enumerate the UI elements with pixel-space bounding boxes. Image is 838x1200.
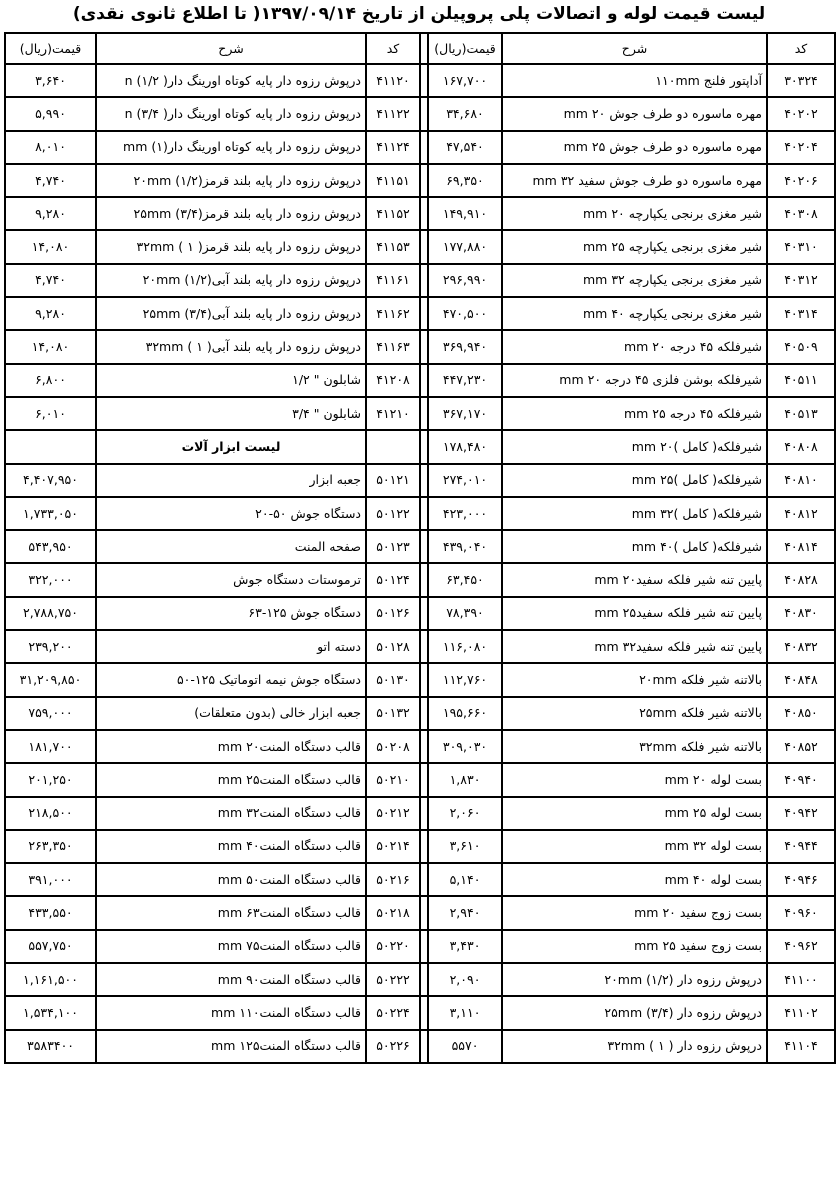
table-row: [5, 64, 835, 97]
right-desc-cell: پایین تنه شیر فلکه سفید۳۲ mm: [502, 630, 767, 663]
column-gap: [420, 164, 428, 197]
table-row: [5, 430, 835, 463]
left-code-cell: ۵۰۱۲۶: [366, 597, 420, 630]
table-row: [5, 497, 835, 530]
right-price-cell: ۱۱۲,۷۶۰: [428, 663, 502, 696]
left-price-cell: ۱۸۱,۷۰۰: [5, 730, 96, 763]
section-heading: لیست ابزار آلات: [96, 430, 366, 463]
left-price-cell: ۴,۷۴۰: [5, 264, 96, 297]
right-code-cell: ۴۰۸۳۰: [767, 597, 835, 630]
right-code-cell: ۴۰۳۰۸: [767, 197, 835, 230]
left-desc-cell: صفحه المنت: [96, 530, 366, 563]
table-row: [5, 364, 835, 397]
table-row: [5, 563, 835, 596]
left-code-cell: ۴۱۱۶۲: [366, 297, 420, 330]
right-code-cell: ۴۰۹۶۰: [767, 896, 835, 929]
right-code-cell: ۴۰۲۰۲: [767, 97, 835, 130]
right-desc-cell: بالاتنه شیر فلکه ۲۵mm: [502, 697, 767, 730]
column-gap: [420, 397, 428, 430]
column-gap: [420, 863, 428, 896]
right-desc-cell: پایین تنه شیر فلکه سفید۲۰ mm: [502, 563, 767, 596]
table-row: [5, 97, 835, 130]
column-gap: [420, 64, 428, 97]
right-desc-cell: بست لوله ۳۲ mm: [502, 830, 767, 863]
right-price-cell: ۱,۸۳۰: [428, 763, 502, 796]
left-price-cell: ۱,۵۳۴,۱۰۰: [5, 996, 96, 1029]
table-row: [5, 663, 835, 696]
right-price-cell: ۴۴۷,۲۳۰: [428, 364, 502, 397]
left-desc-cell: قالب دستگاه المنت۲۵ mm: [96, 763, 366, 796]
left-price-cell: ۳۵۸۳۴۰۰: [5, 1030, 96, 1063]
right-price-cell: ۳,۶۱۰: [428, 830, 502, 863]
column-gap: [420, 264, 428, 297]
right-code-cell: ۴۰۸۴۸: [767, 663, 835, 696]
left-code-cell: ۴۱۲۰۸: [366, 364, 420, 397]
table-row: [5, 330, 835, 363]
right-price-cell: ۲,۰۹۰: [428, 963, 502, 996]
column-gap: [420, 297, 428, 330]
left-desc-cell: درپوش رزوه دار پایه کوتاه اورینگ دار( ۱/۲) n: [96, 64, 366, 97]
right-desc-cell: بالاتنه شیر فلکه ۳۲mm: [502, 730, 767, 763]
left-desc-cell: درپوش رزوه دار پایه بلند قرمز(۳/۴) ۲۵mm: [96, 197, 366, 230]
column-gap: [420, 97, 428, 130]
left-desc-cell: جعبه ابزار: [96, 464, 366, 497]
price-table: [4, 32, 836, 1064]
left-price-cell: ۴,۷۴۰: [5, 164, 96, 197]
left-code-cell: ۵۰۲۲۶: [366, 1030, 420, 1063]
right-code-cell: ۴۰۳۱۲: [767, 264, 835, 297]
left-price-cell: ۳۱,۲۰۹,۸۵۰: [5, 663, 96, 696]
left-price-cell: ۳,۶۴۰: [5, 64, 96, 97]
right-price-cell: ۶۳,۴۵۰: [428, 563, 502, 596]
right-code-cell: ۴۰۳۱۴: [767, 297, 835, 330]
right-code-cell: ۴۱۱۰۲: [767, 996, 835, 1029]
left-price-cell: [5, 430, 96, 463]
right-desc-cell: بست لوله ۴۰ mm: [502, 863, 767, 896]
left-price-cell: ۲۳۹,۲۰۰: [5, 630, 96, 663]
right-code-cell: ۴۰۲۰۶: [767, 164, 835, 197]
left-desc-cell: قالب دستگاه المنت۲۰ mm: [96, 730, 366, 763]
left-code-cell: ۴۱۱۶۱: [366, 264, 420, 297]
left-price-cell: ۹,۲۸۰: [5, 297, 96, 330]
left-desc-cell: دستگاه جوش ۵۰-۲۰: [96, 497, 366, 530]
left-desc-cell: قالب دستگاه المنت۴۰ mm: [96, 830, 366, 863]
right-code-cell: ۴۰۸۵۲: [767, 730, 835, 763]
left-price-cell: ۹,۲۸۰: [5, 197, 96, 230]
left-code-cell: ۴۱۱۲۲: [366, 97, 420, 130]
column-gap: [420, 464, 428, 497]
right-desc-cell: شیرفلکه( کامل )۲۵ mm: [502, 464, 767, 497]
right-code-cell: ۴۰۹۴۴: [767, 830, 835, 863]
left-price-cell: ۳۹۱,۰۰۰: [5, 863, 96, 896]
left-price-cell: ۸,۰۱۰: [5, 131, 96, 164]
right-code-cell: ۴۰۵۱۳: [767, 397, 835, 430]
table-row: [5, 297, 835, 330]
left-code-cell: ۵۰۱۲۳: [366, 530, 420, 563]
left-desc-cell: درپوش رزوه دار پایه کوتاه اورینگ دار( ۳/۴) n: [96, 97, 366, 130]
column-gap: [420, 930, 428, 963]
table-row: [5, 597, 835, 630]
left-price-cell: ۵۴۳,۹۵۰: [5, 530, 96, 563]
left-code-cell: ۵۰۲۱۶: [366, 863, 420, 896]
right-price-cell: ۳,۱۱۰: [428, 996, 502, 1029]
table-row: [5, 264, 835, 297]
right-code-cell: ۴۰۵۰۹: [767, 330, 835, 363]
table-row: [5, 797, 835, 830]
left-desc-cell: شابلون " ۱/۲: [96, 364, 366, 397]
right-desc-cell: شیر مغزی برنجی یکپارچه ۴۰ mm: [502, 297, 767, 330]
column-gap: [420, 530, 428, 563]
column-gap: [420, 896, 428, 929]
left-price-cell: ۱۴,۰۸۰: [5, 230, 96, 263]
table-row: [5, 197, 835, 230]
left-code-cell: ۵۰۱۲۲: [366, 497, 420, 530]
left-code-cell: ۵۰۱۳۰: [366, 663, 420, 696]
left-code-cell: ۵۰۲۱۰: [366, 763, 420, 796]
right-price-cell: ۴۲۳,۰۰۰: [428, 497, 502, 530]
page-title: لیست قیمت لوله و اتصالات پلی پروپیلن از تاریخ ۱۳۹۷/۰۹/۱۴( تا اطلاع ثانوی نقدی): [72, 4, 766, 24]
right-desc-cell: آداپتور فلنج ۱۱۰mm: [502, 64, 767, 97]
table-row: [5, 164, 835, 197]
right-price-cell: ۱۷۷,۸۸۰: [428, 230, 502, 263]
right-price-cell: ۲,۹۴۰: [428, 896, 502, 929]
right-desc-cell: شیر مغزی برنجی یکپارچه ۲۵ mm: [502, 230, 767, 263]
right-code-cell: ۴۰۸۳۲: [767, 630, 835, 663]
table-row: [5, 863, 835, 896]
left-price-cell: ۱,۷۳۳,۰۵۰: [5, 497, 96, 530]
left-code-cell: ۵۰۲۲۴: [366, 996, 420, 1029]
left-code-cell: ۵۰۲۱۴: [366, 830, 420, 863]
right-code-cell: ۴۰۹۴۲: [767, 797, 835, 830]
right-desc-cell: شیرفلکه( کامل )۲۰ mm: [502, 430, 767, 463]
right-desc-cell: بست لوله ۲۰ mm: [502, 763, 767, 796]
right-price-cell: ۴۷۰,۵۰۰: [428, 297, 502, 330]
right-price-cell: ۱۶۷,۷۰۰: [428, 64, 502, 97]
right-desc-cell: مهره ماسوره دو طرف جوش ۲۰ mm: [502, 97, 767, 130]
left-price-cell: ۲,۷۸۸,۷۵۰: [5, 597, 96, 630]
table-row: [5, 630, 835, 663]
left-desc-cell: درپوش رزوه دار پایه بلند آبی( ۱ ) ۳۲mm: [96, 330, 366, 363]
column-gap: [420, 33, 428, 64]
left-price-cell: ۶,۰۱۰: [5, 397, 96, 430]
right-code-cell: ۴۰۲۰۴: [767, 131, 835, 164]
right-price-cell: ۴۳۹,۰۴۰: [428, 530, 502, 563]
right-desc-cell: درپوش رزوه دار (۱/۲) ۲۰mm: [502, 963, 767, 996]
left-price-cell: ۲۱۸,۵۰۰: [5, 797, 96, 830]
table-row: [5, 730, 835, 763]
left-code-header: کد: [366, 33, 420, 64]
right-desc-cell: شیرفلکه( کامل )۳۲ mm: [502, 497, 767, 530]
right-desc-cell: شیر مغزی برنجی یکپارچه ۲۰ mm: [502, 197, 767, 230]
right-price-cell: ۳۶۷,۱۷۰: [428, 397, 502, 430]
column-gap: [420, 663, 428, 696]
right-price-cell: ۳۰۹,۰۳۰: [428, 730, 502, 763]
right-price-cell: ۱۹۵,۶۶۰: [428, 697, 502, 730]
table-row: [5, 996, 835, 1029]
left-price-header: قیمت(ریال): [5, 33, 96, 64]
left-code-cell: ۴۱۱۵۲: [366, 197, 420, 230]
left-desc-cell: دستگاه جوش ۱۲۵-۶۳: [96, 597, 366, 630]
left-code-cell: ۴۱۱۵۳: [366, 230, 420, 263]
left-code-cell: ۵۰۲۲۲: [366, 963, 420, 996]
right-price-cell: ۳۶۹,۹۴۰: [428, 330, 502, 363]
column-gap: [420, 830, 428, 863]
left-price-cell: ۲۰۱,۲۵۰: [5, 763, 96, 796]
table-row: [5, 697, 835, 730]
column-gap: [420, 963, 428, 996]
column-gap: [420, 630, 428, 663]
right-price-cell: ۵۵۷۰: [428, 1030, 502, 1063]
left-desc-cell: قالب دستگاه المنت۷۵ mm: [96, 930, 366, 963]
right-price-cell: ۷۸,۳۹۰: [428, 597, 502, 630]
right-code-cell: ۳۰۳۲۴: [767, 64, 835, 97]
table-row: [5, 230, 835, 263]
table-row: [5, 397, 835, 430]
column-gap: [420, 563, 428, 596]
right-code-cell: ۴۱۱۰۴: [767, 1030, 835, 1063]
column-gap: [420, 697, 428, 730]
table-row: [5, 464, 835, 497]
left-desc-cell: درپوش رزوه دار پایه بلند قرمز(۱/۲) ۲۰mm: [96, 164, 366, 197]
right-price-cell: ۴۷,۵۴۰: [428, 131, 502, 164]
right-code-cell: ۴۰۳۱۰: [767, 230, 835, 263]
left-code-cell: ۴۱۲۱۰: [366, 397, 420, 430]
right-desc-cell: بالاتنه شیر فلکه ۲۰mm: [502, 663, 767, 696]
left-desc-cell: قالب دستگاه المنت۵۰ mm: [96, 863, 366, 896]
right-code-cell: ۴۰۸۱۴: [767, 530, 835, 563]
left-desc-header: شرح: [96, 33, 366, 64]
column-gap: [420, 763, 428, 796]
left-desc-cell: درپوش رزوه دار پایه بلند آبی(۱/۲) ۲۰mm: [96, 264, 366, 297]
column-gap: [420, 197, 428, 230]
left-code-cell: ۵۰۱۳۲: [366, 697, 420, 730]
right-code-cell: ۴۰۹۴۶: [767, 863, 835, 896]
left-code-cell: ۵۰۱۲۸: [366, 630, 420, 663]
left-desc-cell: قالب دستگاه المنت۱۱۰ mm: [96, 996, 366, 1029]
right-desc-cell: بست زوج سفید ۲۰ mm: [502, 896, 767, 929]
left-desc-cell: جعبه ابزار خالی (بدون متعلقات): [96, 697, 366, 730]
table-row: [5, 896, 835, 929]
right-code-cell: ۴۰۹۴۰: [767, 763, 835, 796]
right-desc-cell: پایین تنه شیر فلکه سفید۲۵ mm: [502, 597, 767, 630]
left-price-cell: ۵,۹۹۰: [5, 97, 96, 130]
right-code-cell: ۴۱۱۰۰: [767, 963, 835, 996]
right-code-cell: ۴۰۸۱۲: [767, 497, 835, 530]
right-desc-cell: درپوش رزوه دار ( ۱ ) ۳۲mm: [502, 1030, 767, 1063]
right-code-cell: ۴۰۸۱۰: [767, 464, 835, 497]
column-gap: [420, 364, 428, 397]
left-code-cell: ۴۱۱۵۱: [366, 164, 420, 197]
right-price-cell: ۵,۱۴۰: [428, 863, 502, 896]
right-price-header: قیمت(ریال): [428, 33, 502, 64]
right-desc-cell: مهره ماسوره دو طرف جوش سفید ۳۲ mm: [502, 164, 767, 197]
left-desc-cell: دسته اتو: [96, 630, 366, 663]
left-price-cell: ۲۶۳,۳۵۰: [5, 830, 96, 863]
right-price-cell: ۲,۰۶۰: [428, 797, 502, 830]
column-gap: [420, 597, 428, 630]
left-desc-cell: درپوش رزوه دار پایه بلند آبی(۳/۴) ۲۵mm: [96, 297, 366, 330]
right-code-header: کد: [767, 33, 835, 64]
left-price-cell: ۴۳۳,۵۵۰: [5, 896, 96, 929]
table-row: [5, 763, 835, 796]
right-price-cell: ۱۱۶,۰۸۰: [428, 630, 502, 663]
left-code-cell: ۵۰۲۱۸: [366, 896, 420, 929]
left-desc-cell: ترموستات دستگاه جوش: [96, 563, 366, 596]
left-code-cell: ۵۰۱۲۴: [366, 563, 420, 596]
right-price-cell: ۳,۴۳۰: [428, 930, 502, 963]
right-desc-cell: بست لوله ۲۵ mm: [502, 797, 767, 830]
right-price-cell: ۲۷۴,۰۱۰: [428, 464, 502, 497]
column-gap: [420, 430, 428, 463]
right-desc-cell: مهره ماسوره دو طرف جوش ۲۵ mm: [502, 131, 767, 164]
left-price-cell: ۳۲۲,۰۰۰: [5, 563, 96, 596]
right-code-cell: ۴۰۸۲۸: [767, 563, 835, 596]
left-desc-cell: درپوش رزوه دار پایه کوتاه اورینگ دار(۱) mm: [96, 131, 366, 164]
left-code-cell: ۵۰۲۱۲: [366, 797, 420, 830]
left-code-cell: ۵۰۲۲۰: [366, 930, 420, 963]
left-price-cell: ۶,۸۰۰: [5, 364, 96, 397]
column-gap: [420, 230, 428, 263]
left-desc-cell: قالب دستگاه المنت۹۰ mm: [96, 963, 366, 996]
column-gap: [420, 330, 428, 363]
right-desc-cell: شیرفلکه ۴۵ درجه ۲۵ mm: [502, 397, 767, 430]
left-code-cell: ۴۱۱۲۴: [366, 131, 420, 164]
left-price-cell: ۱۴,۰۸۰: [5, 330, 96, 363]
right-code-cell: ۴۰۸۰۸: [767, 430, 835, 463]
left-code-cell: ۴۱۱۲۰: [366, 64, 420, 97]
right-desc-cell: شیرفلکه بوشن فلزی ۴۵ درجه ۲۰ mm: [502, 364, 767, 397]
right-desc-cell: بست زوج سفید ۲۵ mm: [502, 930, 767, 963]
right-price-cell: ۶۹,۳۵۰: [428, 164, 502, 197]
left-desc-cell: شابلون " ۳/۴: [96, 397, 366, 430]
left-code-cell: ۵۰۲۰۸: [366, 730, 420, 763]
column-gap: [420, 1030, 428, 1063]
right-price-cell: ۱۷۸,۴۸۰: [428, 430, 502, 463]
left-price-cell: ۷۵۹,۰۰۰: [5, 697, 96, 730]
left-code-cell: [366, 430, 420, 463]
left-price-cell: ۵۵۷,۷۵۰: [5, 930, 96, 963]
right-price-cell: ۱۴۹,۹۱۰: [428, 197, 502, 230]
table-row: [5, 830, 835, 863]
right-desc-cell: شیرفلکه( کامل )۴۰ mm: [502, 530, 767, 563]
table-row: [5, 131, 835, 164]
column-gap: [420, 131, 428, 164]
left-desc-cell: دستگاه جوش نیمه اتوماتیک ۱۲۵-۵۰: [96, 663, 366, 696]
right-code-cell: ۴۰۸۵۰: [767, 697, 835, 730]
table-row: [5, 530, 835, 563]
right-price-cell: ۲۹۶,۹۹۰: [428, 264, 502, 297]
left-desc-cell: درپوش رزوه دار پایه بلند قرمز( ۱ ) ۳۲mm: [96, 230, 366, 263]
left-price-cell: ۴,۴۰۷,۹۵۰: [5, 464, 96, 497]
left-desc-cell: قالب دستگاه المنت۱۲۵ mm: [96, 1030, 366, 1063]
left-price-cell: ۱,۱۶۱,۵۰۰: [5, 963, 96, 996]
right-code-cell: ۴۰۹۶۲: [767, 930, 835, 963]
right-desc-cell: شیرفلکه ۴۵ درجه ۲۰ mm: [502, 330, 767, 363]
right-code-cell: ۴۰۵۱۱: [767, 364, 835, 397]
left-desc-cell: قالب دستگاه المنت۳۲ mm: [96, 797, 366, 830]
right-desc-header: شرح: [502, 33, 767, 64]
right-price-cell: ۳۴,۶۸۰: [428, 97, 502, 130]
table-row: [5, 1030, 835, 1063]
column-gap: [420, 497, 428, 530]
column-gap: [420, 730, 428, 763]
left-desc-cell: قالب دستگاه المنت۶۳ mm: [96, 896, 366, 929]
table-header-row: [5, 33, 835, 64]
right-desc-cell: درپوش رزوه دار (۳/۴) ۲۵mm: [502, 996, 767, 1029]
left-code-cell: ۴۱۱۶۳: [366, 330, 420, 363]
table-row: [5, 930, 835, 963]
column-gap: [420, 797, 428, 830]
table-row: [5, 963, 835, 996]
left-code-cell: ۵۰۱۲۱: [366, 464, 420, 497]
column-gap: [420, 996, 428, 1029]
right-desc-cell: شیر مغزی برنجی یکپارچه ۳۲ mm: [502, 264, 767, 297]
